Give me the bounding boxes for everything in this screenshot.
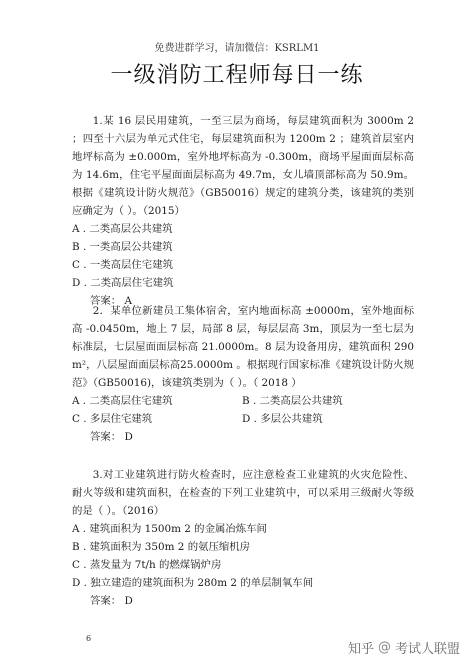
option-d: D . 二类高层住宅建筑 <box>72 277 174 289</box>
page-number: 6 <box>86 634 92 643</box>
option-b: B . 二类高层公共建筑 <box>242 395 343 407</box>
answer: 答案： D <box>90 595 133 607</box>
option-c: C . 蒸发量为 7t/h 的燃煤锅炉房 <box>72 559 222 571</box>
question-2 <box>72 302 414 446</box>
question-text: 2．某单位新建员工集体宿舍，室内地面标高 ±0000m，室外地面标高 -0.0450m，地上 7 层，局部 8 层，每层层高 3m，顶层为一至七层为标准层，七层屋面面层标高 21.0000m。8 层为设备用房，建筑面积 290 m²，八层屋面面层标高25.0000m 。根据现行国家标准《建筑设计防火规范》（GB50016)，该建筑类别为（ ）。（ 2018 ） <box>72 305 414 389</box>
option-b: B . 一类高层公共建筑 <box>72 241 173 253</box>
watermark-user: 考试人联盟 <box>394 642 460 657</box>
option-a: A . 建筑面积为 1500m 2 的金属冶炼车间 <box>72 523 267 535</box>
option-d: D . 多层公共建筑 <box>242 413 323 425</box>
option-c: C . 多层住宅建筑 <box>72 413 153 425</box>
watermark <box>348 638 460 657</box>
option-a: A . 二类高层公共建筑 <box>72 223 173 235</box>
at-icon: @ <box>377 640 391 655</box>
option-a: A . 二类高层住宅建筑 <box>72 395 173 407</box>
question-1 <box>72 112 414 310</box>
option-d: D . 独立建造的建筑面积为 280m 2 的单层制氧车间 <box>72 577 314 589</box>
header-note: 免费进群学习，请加微信：KSRLM1 <box>154 43 320 54</box>
answer: 答案： D <box>90 431 133 443</box>
option-c: C . 一类高层住宅建筑 <box>72 259 173 271</box>
option-b: B . 建筑面积为 350m 2 的氨压缩机房 <box>72 541 251 553</box>
question-text: 3.对工业建筑进行防火检查时，应注意检查工业建筑的火灾危险性、耐火等级和建筑面积，在检查的下列工业建筑中，可以采用三级耐火等级的是（ ）。（2016） <box>72 469 414 517</box>
watermark-site: 知乎 <box>347 642 374 657</box>
option-row <box>72 392 414 410</box>
question-text: 1.某 16 层民用建筑，一至三层为商场，每层建筑面积为 3000m 2 ；四至十六层为单元式住宅，每层建筑面积为 1200m 2 ；建筑首层室内地坪标高为 ±0.000m，室外地坪标高为 -0.300m，商场平屋面面层标高为 14.6m，住宅平屋面面层标高为 49.7m，女儿墙顶部标高为 50.9m。根据《建筑设计防火规范》（GB50016）规定的建筑分类，该建筑的类别应确定为（ ）。（2015） <box>72 115 414 217</box>
answer: 答案： A <box>90 295 132 307</box>
page-title: 一级消防工程师每日一练 <box>110 63 364 88</box>
question-3 <box>72 466 414 610</box>
option-row <box>72 410 414 428</box>
